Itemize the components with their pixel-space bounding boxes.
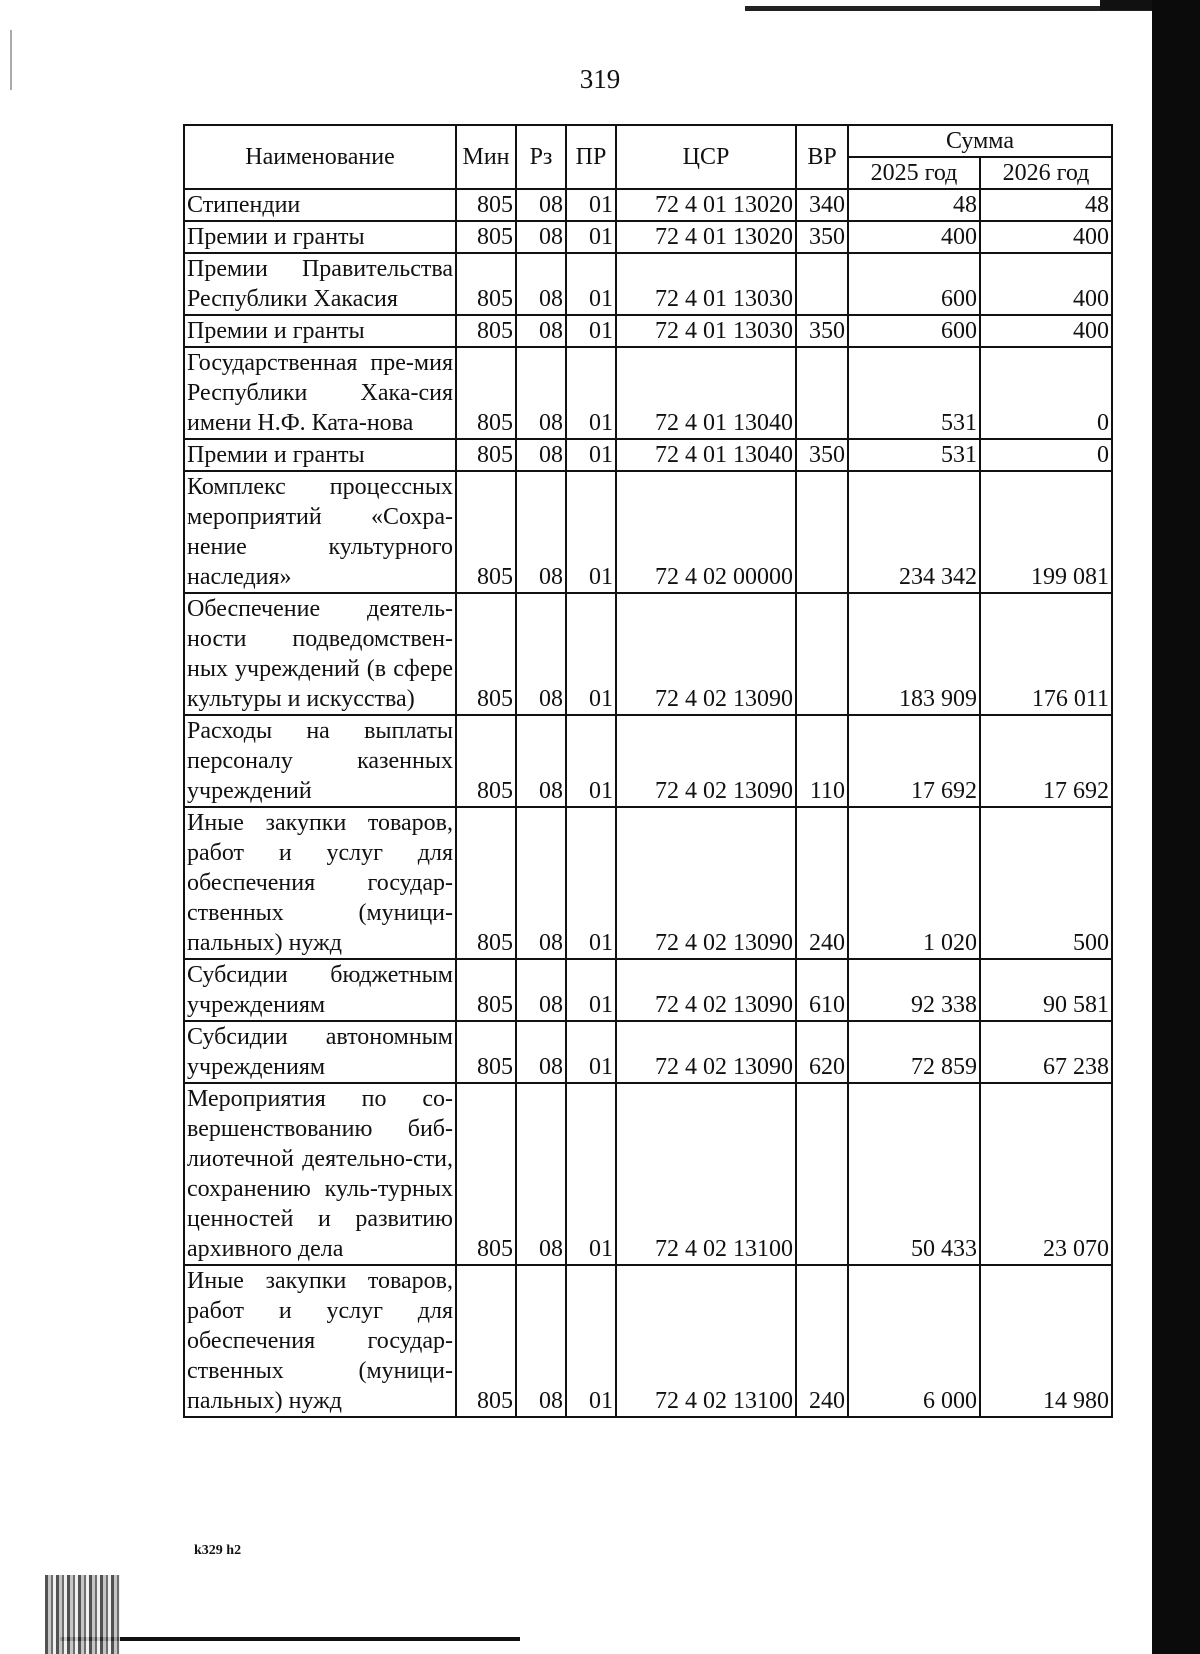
row-min: 805 <box>456 1265 516 1417</box>
row-pr: 01 <box>566 1021 616 1083</box>
row-vr <box>796 471 848 593</box>
row-name: Иные закупки товаров, работ и услуг для обеспечения государ-ственных (муници-пальных) нужд <box>184 807 456 959</box>
header-year-2026: 2026 год <box>980 157 1112 189</box>
row-csr: 72 4 02 13090 <box>616 807 796 959</box>
row-vr: 240 <box>796 1265 848 1417</box>
scan-artifact <box>745 6 1155 11</box>
row-sum-2026: 23 070 <box>980 1083 1112 1265</box>
table-row <box>184 189 1112 221</box>
row-name: Премии Правительства Республики Хакасия <box>184 253 456 315</box>
table-row <box>184 347 1112 439</box>
row-sum-2026: 17 692 <box>980 715 1112 807</box>
row-sum-2025: 400 <box>848 221 980 253</box>
table-row <box>184 439 1112 471</box>
header-min: Мин <box>456 125 516 189</box>
header-row <box>184 125 1112 157</box>
row-rz: 08 <box>516 1265 566 1417</box>
row-rz: 08 <box>516 959 566 1021</box>
row-sum-2025: 72 859 <box>848 1021 980 1083</box>
row-min: 805 <box>456 715 516 807</box>
table-row <box>184 715 1112 807</box>
row-sum-2026: 0 <box>980 439 1112 471</box>
row-rz: 08 <box>516 807 566 959</box>
row-vr <box>796 593 848 715</box>
row-rz: 08 <box>516 439 566 471</box>
row-min: 805 <box>456 593 516 715</box>
row-min: 805 <box>456 1083 516 1265</box>
row-csr: 72 4 01 13040 <box>616 439 796 471</box>
row-min: 805 <box>456 807 516 959</box>
row-rz: 08 <box>516 471 566 593</box>
row-sum-2026: 67 238 <box>980 1021 1112 1083</box>
row-rz: 08 <box>516 1083 566 1265</box>
row-pr: 01 <box>566 1265 616 1417</box>
row-sum-2026: 48 <box>980 189 1112 221</box>
row-csr: 72 4 02 13090 <box>616 1021 796 1083</box>
row-csr: 72 4 02 13090 <box>616 715 796 807</box>
table-row <box>184 221 1112 253</box>
row-csr: 72 4 02 13100 <box>616 1083 796 1265</box>
row-csr: 72 4 02 00000 <box>616 471 796 593</box>
scan-artifact <box>60 1637 520 1641</box>
header-csr: ЦСР <box>616 125 796 189</box>
row-sum-2026: 400 <box>980 315 1112 347</box>
row-sum-2026: 500 <box>980 807 1112 959</box>
row-pr: 01 <box>566 347 616 439</box>
row-sum-2026: 400 <box>980 253 1112 315</box>
row-pr: 01 <box>566 471 616 593</box>
row-rz: 08 <box>516 221 566 253</box>
row-rz: 08 <box>516 315 566 347</box>
row-name: Стипендии <box>184 189 456 221</box>
table-row <box>184 253 1112 315</box>
row-vr: 340 <box>796 189 848 221</box>
header-year-2025: 2025 год <box>848 157 980 189</box>
row-pr: 01 <box>566 189 616 221</box>
row-sum-2025: 183 909 <box>848 593 980 715</box>
row-rz: 08 <box>516 347 566 439</box>
scan-artifact <box>45 1575 120 1654</box>
row-min: 805 <box>456 1021 516 1083</box>
row-sum-2025: 6 000 <box>848 1265 980 1417</box>
table-row <box>184 593 1112 715</box>
scan-artifact <box>1100 0 1155 10</box>
row-pr: 01 <box>566 715 616 807</box>
row-csr: 72 4 02 13090 <box>616 593 796 715</box>
table-row <box>184 1021 1112 1083</box>
row-csr: 72 4 01 13020 <box>616 189 796 221</box>
row-name: Комплекс процессных мероприятий «Сохра-нение культурного наследия» <box>184 471 456 593</box>
row-rz: 08 <box>516 593 566 715</box>
row-sum-2025: 48 <box>848 189 980 221</box>
row-min: 805 <box>456 253 516 315</box>
row-sum-2026: 176 011 <box>980 593 1112 715</box>
row-rz: 08 <box>516 189 566 221</box>
table-row <box>184 1265 1112 1417</box>
row-min: 805 <box>456 221 516 253</box>
row-sum-2025: 531 <box>848 347 980 439</box>
row-csr: 72 4 01 13030 <box>616 315 796 347</box>
header-rz: Рз <box>516 125 566 189</box>
row-pr: 01 <box>566 593 616 715</box>
row-csr: 72 4 02 13090 <box>616 959 796 1021</box>
row-vr <box>796 347 848 439</box>
row-rz: 08 <box>516 715 566 807</box>
row-name: Субсидии автономным учреждениям <box>184 1021 456 1083</box>
scan-artifact <box>1152 0 1200 1654</box>
row-min: 805 <box>456 959 516 1021</box>
row-name: Иные закупки товаров, работ и услуг для обеспечения государ-ственных (муници-пальных) нужд <box>184 1265 456 1417</box>
row-sum-2025: 17 692 <box>848 715 980 807</box>
row-name: Мероприятия по со-вершенствованию биб-лиотечной деятельно-сти, сохранению куль-турных ценностей и развитию архивного дела <box>184 1083 456 1265</box>
row-name: Государственная пре-мия Республики Хака-сия имени Н.Ф. Ката-нова <box>184 347 456 439</box>
row-vr <box>796 1083 848 1265</box>
row-vr: 110 <box>796 715 848 807</box>
table-row <box>184 959 1112 1021</box>
header-pr: ПР <box>566 125 616 189</box>
row-name: Субсидии бюджетным учреждениям <box>184 959 456 1021</box>
table-row <box>184 471 1112 593</box>
row-pr: 01 <box>566 1083 616 1265</box>
row-sum-2025: 600 <box>848 253 980 315</box>
row-sum-2025: 600 <box>848 315 980 347</box>
row-sum-2026: 400 <box>980 221 1112 253</box>
row-sum-2025: 50 433 <box>848 1083 980 1265</box>
header-name: Наименование <box>184 125 456 189</box>
row-min: 805 <box>456 439 516 471</box>
row-sum-2025: 92 338 <box>848 959 980 1021</box>
row-min: 805 <box>456 189 516 221</box>
row-csr: 72 4 01 13020 <box>616 221 796 253</box>
budget-table <box>183 124 1113 1418</box>
header-vr: ВР <box>796 125 848 189</box>
row-name: Премии и гранты <box>184 221 456 253</box>
row-vr: 350 <box>796 439 848 471</box>
row-csr: 72 4 02 13100 <box>616 1265 796 1417</box>
row-pr: 01 <box>566 439 616 471</box>
row-csr: 72 4 01 13030 <box>616 253 796 315</box>
table-row <box>184 1083 1112 1265</box>
row-sum-2026: 14 980 <box>980 1265 1112 1417</box>
row-pr: 01 <box>566 221 616 253</box>
row-sum-2025: 1 020 <box>848 807 980 959</box>
row-vr <box>796 253 848 315</box>
row-sum-2026: 199 081 <box>980 471 1112 593</box>
row-sum-2025: 234 342 <box>848 471 980 593</box>
row-min: 805 <box>456 471 516 593</box>
row-vr: 240 <box>796 807 848 959</box>
row-min: 805 <box>456 315 516 347</box>
row-name: Премии и гранты <box>184 315 456 347</box>
row-pr: 01 <box>566 807 616 959</box>
row-name: Премии и гранты <box>184 439 456 471</box>
row-pr: 01 <box>566 959 616 1021</box>
row-vr: 610 <box>796 959 848 1021</box>
row-name: Расходы на выплаты персоналу казенных учреждений <box>184 715 456 807</box>
row-csr: 72 4 01 13040 <box>616 347 796 439</box>
footer-code: k329 h2 <box>194 1543 242 1558</box>
row-vr: 350 <box>796 315 848 347</box>
row-rz: 08 <box>516 253 566 315</box>
row-vr: 620 <box>796 1021 848 1083</box>
header-sum: Сумма <box>848 125 1112 157</box>
page-number: 319 <box>579 64 621 94</box>
row-rz: 08 <box>516 1021 566 1083</box>
row-sum-2025: 531 <box>848 439 980 471</box>
table-row <box>184 807 1112 959</box>
row-vr: 350 <box>796 221 848 253</box>
row-name: Обеспечение деятель-ности подведомствен-ных учреждений (в сфере культуры и искусства) <box>184 593 456 715</box>
row-pr: 01 <box>566 253 616 315</box>
row-pr: 01 <box>566 315 616 347</box>
row-min: 805 <box>456 347 516 439</box>
row-sum-2026: 90 581 <box>980 959 1112 1021</box>
table-row <box>184 315 1112 347</box>
row-sum-2026: 0 <box>980 347 1112 439</box>
